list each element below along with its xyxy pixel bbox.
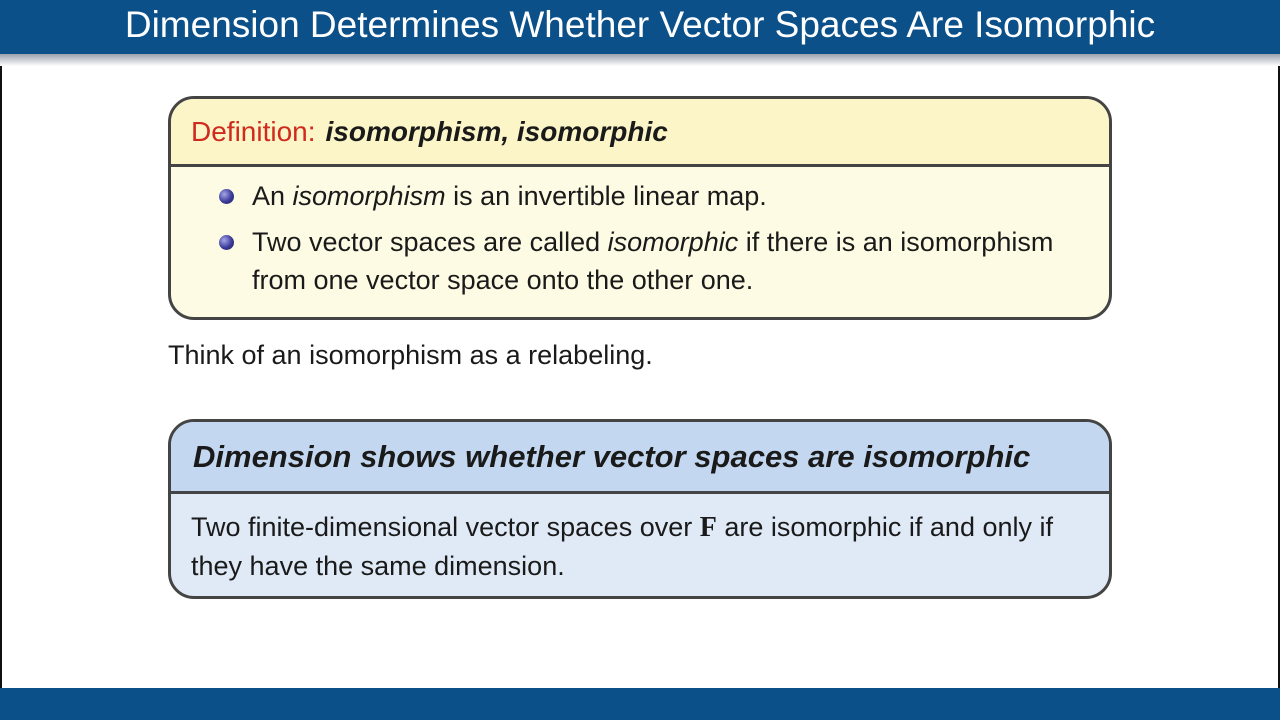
left-border: [0, 0, 2, 720]
definition-body: [171, 167, 1109, 299]
bullet-text: An isomorphism is an invertible linear map.: [252, 181, 767, 211]
bullet-ball-icon: [219, 235, 234, 250]
definition-label: Definition:: [191, 115, 316, 147]
bullet-text: Two vector spaces are called isomorphic if there is an isomorphism from one vector space onto the other one.: [252, 227, 1054, 295]
slide-footer: [0, 688, 1280, 720]
bullet-item: [219, 177, 1109, 215]
slide-header: [0, 0, 1280, 54]
theorem-body: Two finite-dimensional vector spaces over F are isomorphic if and only if they have the same dimension.: [191, 512, 1053, 581]
theorem-title: Dimension shows whether vector spaces are isomorphic: [171, 422, 1109, 494]
bullet-item: [219, 223, 1109, 299]
theorem-box: [168, 419, 1112, 599]
field-symbol: F: [699, 512, 717, 543]
header-shadow: [0, 54, 1280, 66]
slide-title: Dimension Determines Whether Vector Spaces Are Isomorphic: [124, 4, 1156, 45]
bullet-ball-icon: [219, 189, 234, 204]
definition-header: [171, 99, 1109, 167]
definition-box: [168, 96, 1112, 320]
definition-terms: isomorphism, isomorphic: [325, 115, 668, 147]
remark-text: Think of an isomorphism as a relabeling.: [168, 340, 653, 370]
